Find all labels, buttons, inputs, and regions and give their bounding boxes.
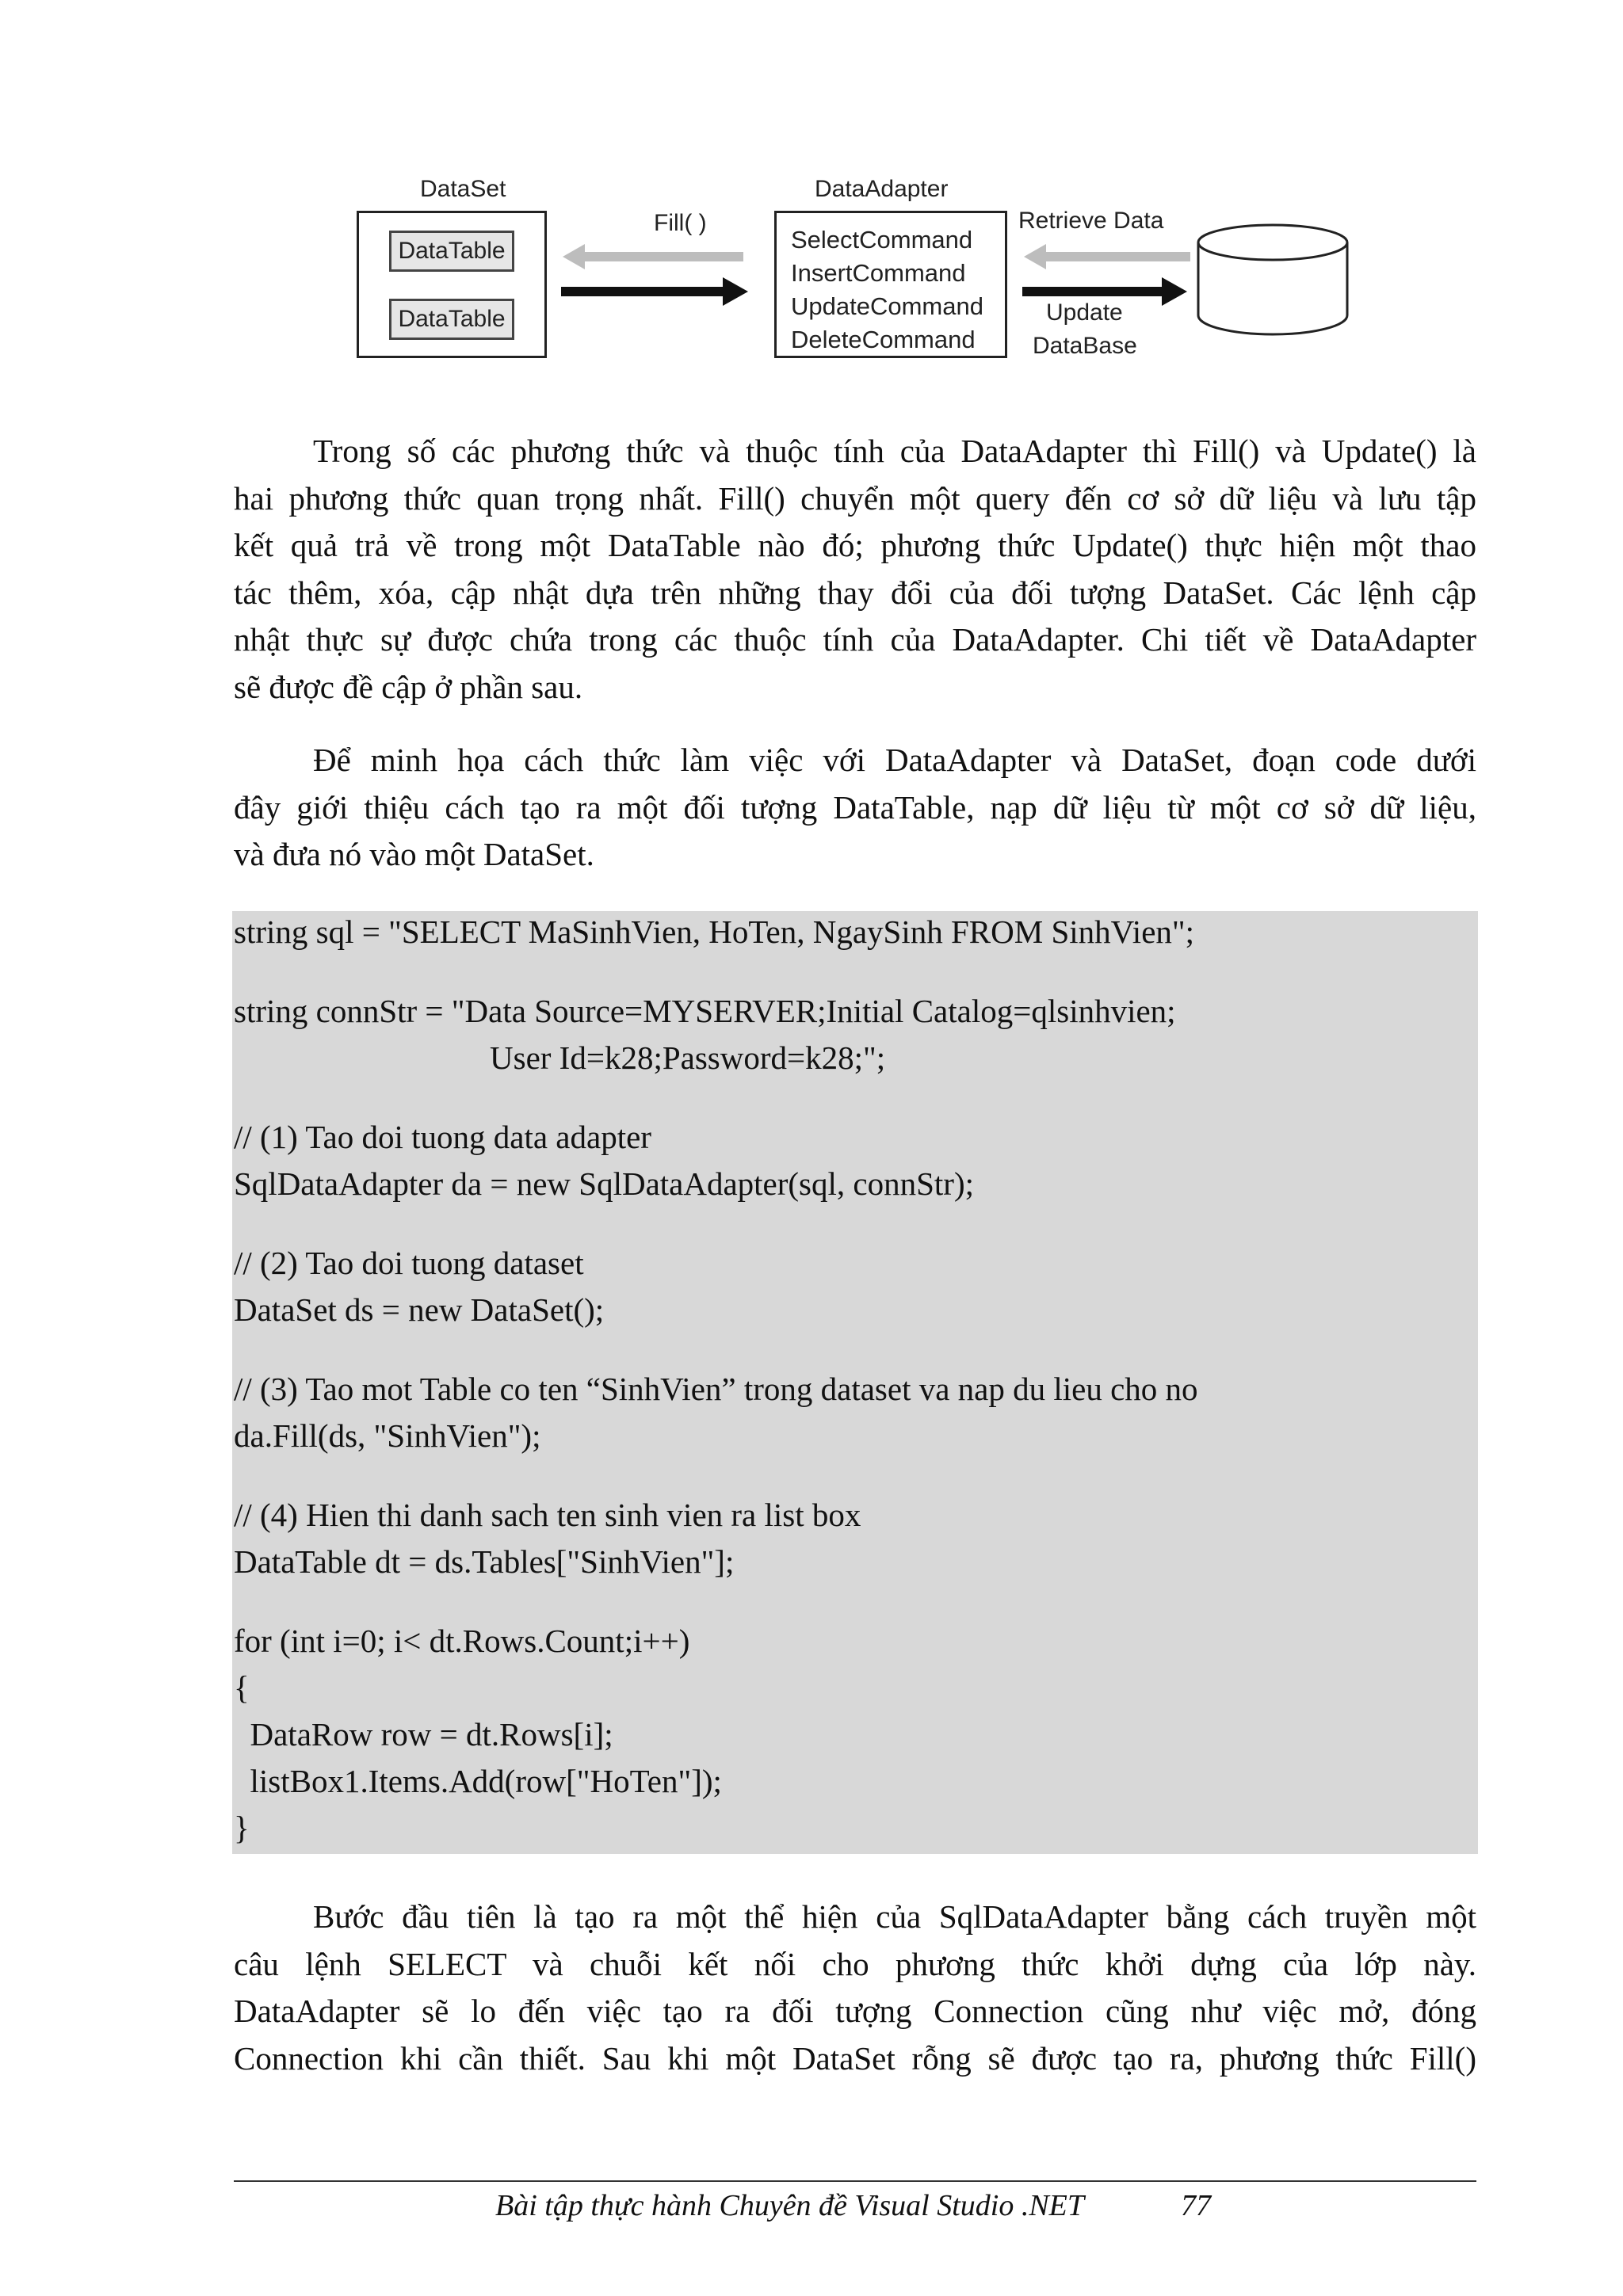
paragraph-2 xyxy=(234,737,1476,879)
text-line: Bước đầu tiên là tạo ra một thể hiện của SqlDataAdapter bằng cách truyền một xyxy=(313,1898,1476,1935)
text-line: và đưa nó vào một DataSet. xyxy=(234,836,594,872)
code-line: da.Fill(ds, "SinhVien"); xyxy=(234,1417,541,1454)
select-command: SelectCommand xyxy=(791,226,973,254)
datatable-box: DataTable xyxy=(389,299,514,340)
gray-arrow-left-icon xyxy=(563,244,743,269)
code-line: for (int i=0; i< dt.Rows.Count;i++) xyxy=(234,1623,690,1659)
dataadapter-label: DataAdapter xyxy=(815,176,949,202)
code-line: listBox1.Items.Add(row["HoTen"]); xyxy=(234,1763,722,1799)
text-line: kết quả trả về trong một DataTable nào đó; phương thức Update() thực hiện một thao xyxy=(234,527,1476,563)
code-block xyxy=(232,911,1478,1854)
code-comment: // (4) Hien thi danh sach ten sinh vien ra list box xyxy=(234,1497,861,1533)
page-number: 77 xyxy=(1181,2189,1211,2222)
code-comment: // (3) Tao mot Table co ten “SinhVien” trong dataset va nap du lieu cho no xyxy=(234,1371,1198,1407)
footer-title: Bài tập thực hành Chuyên đề Visual Studio .NET xyxy=(495,2189,1085,2222)
text-line: câu lệnh SELECT và chuỗi kết nối cho phương thức khởi dựng của lớp này. xyxy=(234,1945,1476,1982)
code-comment: // (1) Tao doi tuong data adapter xyxy=(234,1119,651,1155)
paragraph-3 xyxy=(234,1894,1476,2082)
code-line: } xyxy=(234,1810,250,1846)
datatable-box: DataTable xyxy=(389,231,514,272)
update-command: UpdateCommand xyxy=(791,292,983,320)
code-line: User Id=k28;Password=k28;"; xyxy=(392,1039,886,1076)
code-line: string sql = "SELECT MaSinhVien, HoTen, NgaySinh FROM SinhVien"; xyxy=(234,913,1195,950)
dataset-box xyxy=(357,211,547,358)
black-arrow-right-icon xyxy=(561,277,748,306)
code-line: { xyxy=(234,1669,250,1706)
text-line: đây giới thiệu cách tạo ra một đối tượng DataTable, nạp dữ liệu từ một cơ sở dữ liệu, xyxy=(234,788,1476,826)
text-line: sẽ được đề cập ở phần sau. xyxy=(234,668,583,705)
footer-divider xyxy=(234,2180,1476,2182)
delete-command: DeleteCommand xyxy=(791,326,976,353)
text-line: Trong số các phương thức và thuộc tính của DataAdapter thì Fill() và Update() là xyxy=(313,433,1476,469)
text-line: DataAdapter sẽ lo đến việc tạo ra đối tượng Connection cũng như việc mở, đóng xyxy=(234,1993,1476,2029)
update-label: Update xyxy=(1046,299,1123,326)
database-cylinder-icon xyxy=(1195,222,1350,341)
fill-label: Fill( ) xyxy=(654,210,707,236)
code-line: SqlDataAdapter da = new SqlDataAdapter(sql, connStr); xyxy=(234,1165,974,1202)
code-line: DataTable dt = ds.Tables["SinhVien"]; xyxy=(234,1543,735,1580)
code-line: string connStr = "Data Source=MYSERVER;Initial Catalog=qlsinhvien; xyxy=(234,993,1176,1029)
gray-arrow-left-icon xyxy=(1024,244,1190,269)
text-line: tác thêm, xóa, cập nhật dựa trên những thay đổi của đối tượng DataSet. Các lệnh cập xyxy=(234,574,1476,611)
paragraph-1 xyxy=(234,428,1476,711)
code-comment: // (2) Tao doi tuong dataset xyxy=(234,1245,584,1281)
insert-command: InsertCommand xyxy=(791,259,966,287)
text-line: hai phương thức quan trọng nhất. Fill() chuyển một query đến cơ sở dữ liệu và lưu tập xyxy=(234,479,1476,517)
text-line: Connection khi cần thiết. Sau khi một DataSet rỗng sẽ được tạo ra, phương thức Fill() xyxy=(234,2039,1476,2077)
dataadapter-diagram xyxy=(349,166,1355,372)
text-line: nhật thực sự được chứa trong các thuộc tính của DataAdapter. Chi tiết về DataAdapter xyxy=(234,621,1476,658)
text-line: Để minh họa cách thức làm việc với DataAdapter và DataSet, đoạn code dưới xyxy=(313,742,1476,778)
dataset-label: DataSet xyxy=(420,176,506,202)
fill-arrows xyxy=(561,239,751,311)
retrieve-data-label: Retrieve Data xyxy=(1018,208,1164,234)
code-line: DataSet ds = new DataSet(); xyxy=(234,1291,605,1328)
code-line: DataRow row = dt.Rows[i]; xyxy=(234,1716,613,1753)
dataadapter-box xyxy=(774,211,1007,358)
database-label: DataBase xyxy=(1033,333,1137,359)
